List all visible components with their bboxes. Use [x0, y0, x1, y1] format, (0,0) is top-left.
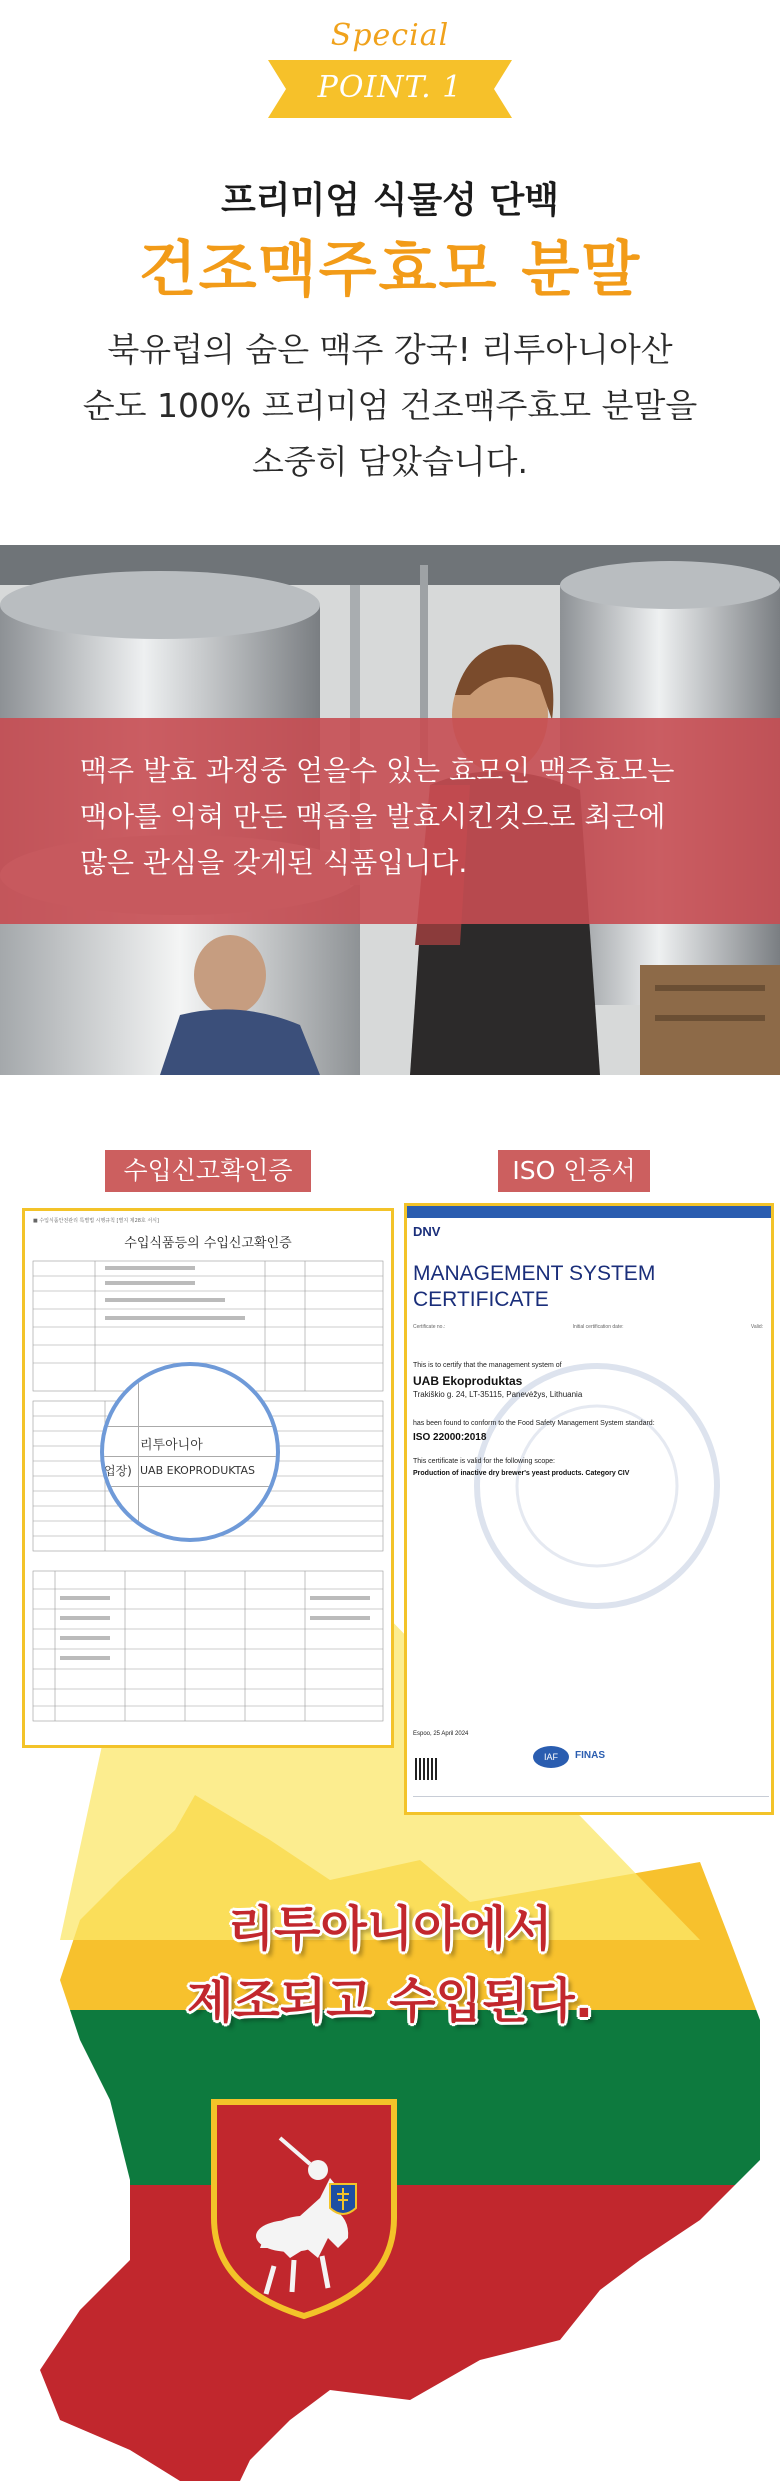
iaf-logo: IAF [533, 1746, 569, 1768]
caption-line: 많은 관심을 갖게된 식품입니다. [80, 846, 468, 879]
description-line: 북유럽의 숨은 맥주 강국! 리투아니아산 [107, 330, 673, 369]
point-number: POINT. 1 [317, 70, 463, 105]
iso-certificate-label: ISO 인증서 [498, 1150, 650, 1192]
special-label: Special [330, 18, 450, 53]
finas-logo: FINAS [575, 1750, 605, 1761]
certificate-scope: Production of inactive dry brewer's yeast products. Category CIV [413, 1470, 630, 1477]
callout-line-2: 제조되고 수입된다. [187, 1973, 593, 2029]
iso-certificate-document: DNV MANAGEMENT SYSTEM CERTIFICATE Certificate no.: Initial certification date: Valid: This is to certify that the management system of UAB Ekoproduktas Trakiškio g. 24, LT-35115, Panevėžys, Lithuania has been found to conform to the Food Safety Management System standard: ISO 22000:2018 This certificate is valid for the following scope: Production of inactive dry brewer's yeast products. Category CIV Espoo, 25 April 2024 IAF FINAS [404, 1203, 774, 1815]
magnified-side-text: 업장) [104, 1464, 132, 1478]
lithuania-coat-of-arms [210, 2098, 398, 2320]
import-certificate-document: ■ 수입식품안전관리 특별법 시행규칙 [별지 제28호 서식] 수입식품등의 수입신고확인증 [22, 1208, 394, 1748]
import-doc-title: 수입식품등의 수입신고확인증 [124, 1236, 292, 1251]
photo-caption [80, 748, 740, 886]
conform-intro: has been found to conform to the Food Safety Management System standard: [413, 1420, 655, 1427]
callout-line-1: 리투아니아에서 [227, 1901, 553, 1957]
section-description [0, 322, 780, 490]
section-subtitle: 프리미엄 식물성 단백 [220, 180, 560, 221]
qr-code [415, 1758, 437, 1780]
magnified-country: 리투아니아 [140, 1438, 203, 1453]
iso-standard: ISO 22000:2018 [413, 1432, 487, 1443]
description-line: 순도 100% 프리미엄 건조맥주효모 분말을 [82, 386, 698, 425]
iso-heading-2: CERTIFICATE [413, 1288, 549, 1311]
certified-company: UAB Ekoproduktas [413, 1374, 523, 1388]
magnified-company: UAB EKOPRODUKTAS [140, 1464, 256, 1477]
iso-heading-1: MANAGEMENT SYSTEM [413, 1262, 656, 1285]
description-line: 소중히 담았습니다. [251, 442, 528, 481]
place-date: Espoo, 25 April 2024 [413, 1731, 469, 1737]
magnifier-lens [100, 1362, 280, 1542]
dnv-logo: DNV [413, 1224, 441, 1239]
section-title: 건조맥주효모 분말 [138, 235, 642, 305]
certify-intro: This is to certify that the management system of [413, 1362, 562, 1369]
caption-line: 맥아를 익혀 만든 맥즙을 발효시킨것으로 최근에 [80, 800, 666, 833]
scope-intro: This certificate is valid for the following scope: [413, 1458, 556, 1465]
import-certificate-label: 수입신고확인증 [105, 1150, 311, 1192]
company-address: Trakiškio g. 24, LT-35115, Panevėžys, Lithuania [413, 1390, 583, 1399]
caption-line: 맥주 발효 과정중 얻을수 있는 효모인 맥주효모는 [80, 754, 675, 787]
